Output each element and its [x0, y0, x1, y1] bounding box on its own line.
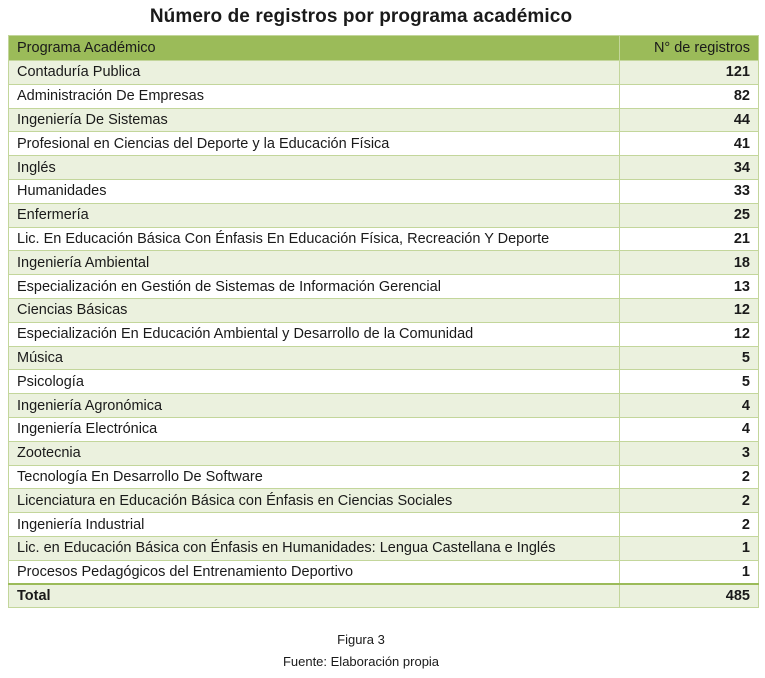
table-row	[9, 156, 759, 180]
programa-cell: Licenciatura en Educación Básica con Énfasis en Ciencias Sociales	[9, 489, 620, 513]
table-row	[9, 84, 759, 108]
programa-cell: Ingeniería Agronómica	[9, 394, 620, 418]
table-row	[9, 513, 759, 537]
programa-cell: Ingeniería Ambiental	[9, 251, 620, 275]
table-row	[9, 417, 759, 441]
programa-cell: Procesos Pedagógicos del Entrenamiento Deportivo	[9, 560, 620, 584]
registros-table	[8, 35, 759, 608]
programa-cell: Lic. En Educación Básica Con Énfasis En Educación Física, Recreación Y Deporte	[9, 227, 620, 251]
table-row	[9, 61, 759, 85]
registros-cell: 13	[620, 275, 759, 299]
table-total-row	[9, 584, 759, 608]
registros-cell: 18	[620, 251, 759, 275]
registros-cell: 12	[620, 298, 759, 322]
programa-cell: Enfermería	[9, 203, 620, 227]
registros-cell: 2	[620, 489, 759, 513]
table-row	[9, 108, 759, 132]
table-row	[9, 251, 759, 275]
table-row	[9, 560, 759, 584]
programa-cell: Ingeniería De Sistemas	[9, 108, 620, 132]
programa-cell: Música	[9, 346, 620, 370]
registros-cell: 1	[620, 560, 759, 584]
registros-cell: 33	[620, 179, 759, 203]
source-caption: Fuente: Elaboración propia	[282, 654, 440, 669]
programa-cell: Profesional en Ciencias del Deporte y la Educación Física	[9, 132, 620, 156]
registros-cell: 121	[620, 61, 759, 85]
table-row	[9, 132, 759, 156]
programa-cell: Inglés	[9, 156, 620, 180]
programa-cell: Ciencias Básicas	[9, 298, 620, 322]
programa-cell: Ingeniería Industrial	[9, 513, 620, 537]
registros-cell: 5	[620, 346, 759, 370]
table-header-row	[9, 36, 759, 61]
registros-cell: 4	[620, 417, 759, 441]
registros-cell: 82	[620, 84, 759, 108]
programa-cell: Humanidades	[9, 179, 620, 203]
programa-cell: Zootecnia	[9, 441, 620, 465]
registros-cell: 41	[620, 132, 759, 156]
registros-cell: 3	[620, 441, 759, 465]
total-label: Total	[9, 584, 620, 608]
registros-cell: 44	[620, 108, 759, 132]
table-row	[9, 536, 759, 560]
registros-cell: 2	[620, 465, 759, 489]
registros-cell: 12	[620, 322, 759, 346]
page-title: Número de registros por programa académico	[149, 6, 573, 27]
registros-cell: 1	[620, 536, 759, 560]
table-row	[9, 275, 759, 299]
table-row	[9, 370, 759, 394]
programa-cell: Administración De Empresas	[9, 84, 620, 108]
header-programa: Programa Académico	[9, 36, 620, 61]
table-row	[9, 298, 759, 322]
table-row	[9, 227, 759, 251]
programa-cell: Especialización En Educación Ambiental y Desarrollo de la Comunidad	[9, 322, 620, 346]
figure-caption: Figura 3	[337, 632, 385, 647]
programa-cell: Lic. en Educación Básica con Énfasis en Humanidades: Lengua Castellana e Inglés	[9, 536, 620, 560]
registros-cell: 21	[620, 227, 759, 251]
programa-cell: Psicología	[9, 370, 620, 394]
table-body	[9, 61, 759, 585]
table-row	[9, 489, 759, 513]
registros-cell: 5	[620, 370, 759, 394]
registros-cell: 34	[620, 156, 759, 180]
registros-cell: 2	[620, 513, 759, 537]
table-row	[9, 346, 759, 370]
registros-cell: 25	[620, 203, 759, 227]
table-row	[9, 394, 759, 418]
programa-cell: Ingeniería Electrónica	[9, 417, 620, 441]
table-row	[9, 203, 759, 227]
header-registros: N° de registros	[620, 36, 759, 61]
table-row	[9, 179, 759, 203]
total-value: 485	[620, 584, 759, 608]
registros-cell: 4	[620, 394, 759, 418]
table-row	[9, 465, 759, 489]
programa-cell: Especialización en Gestión de Sistemas de Información Gerencial	[9, 275, 620, 299]
programa-cell: Contaduría Publica	[9, 61, 620, 85]
table-row	[9, 322, 759, 346]
programa-cell: Tecnología En Desarrollo De Software	[9, 465, 620, 489]
table-row	[9, 441, 759, 465]
